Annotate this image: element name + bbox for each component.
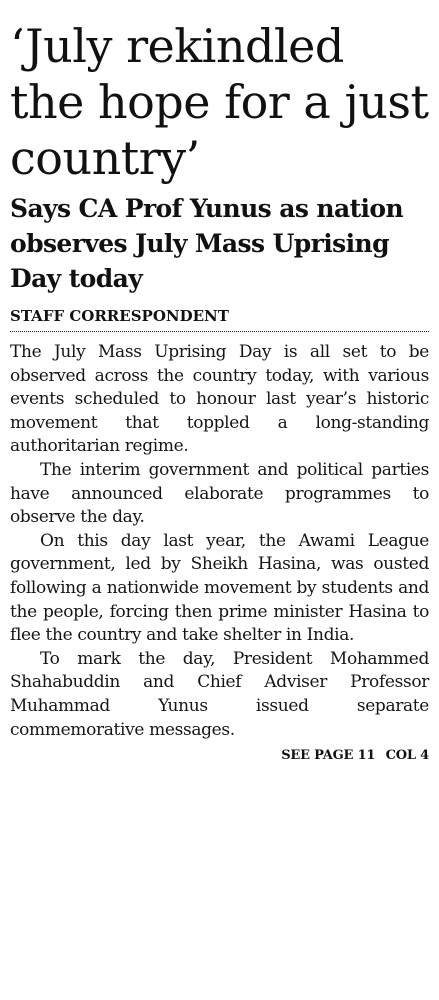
continuation-reference [10,748,429,763]
news-article [10,18,429,763]
subheadline: Says CA Prof Yunus as nation observes July Mass Uprising Day today [10,194,404,293]
continuation-page: SEE PAGE 11 [281,748,376,764]
paragraph: The July Mass Uprising Day is all set to be observed across the country today, with various events scheduled to honour last year’s historic movement that toppled a long-standing authoritarian regime. [10,342,429,457]
paragraph: On this day last year, the Awami League government, led by Sheikh Hasina, was ousted following a nationwide movement by students and the people, forcing then prime minister Hasina to flee the country and take shelter in India. [10,530,429,646]
headline: ‘July rekindled the hope for a just country’ [10,19,429,185]
continuation-col: COL 4 [385,748,429,764]
article-body [10,341,429,742]
dotted-divider [10,331,429,332]
byline: STAFF CORRESPONDENT [10,307,229,325]
paragraph: The interim government and political parties have announced elaborate programmes to observe the day. [10,459,429,528]
paragraph: To mark the day, President Mohammed Shahabuddin and Chief Adviser Professor Muhammad Yunus issued separate commemorative messages. [10,648,429,740]
